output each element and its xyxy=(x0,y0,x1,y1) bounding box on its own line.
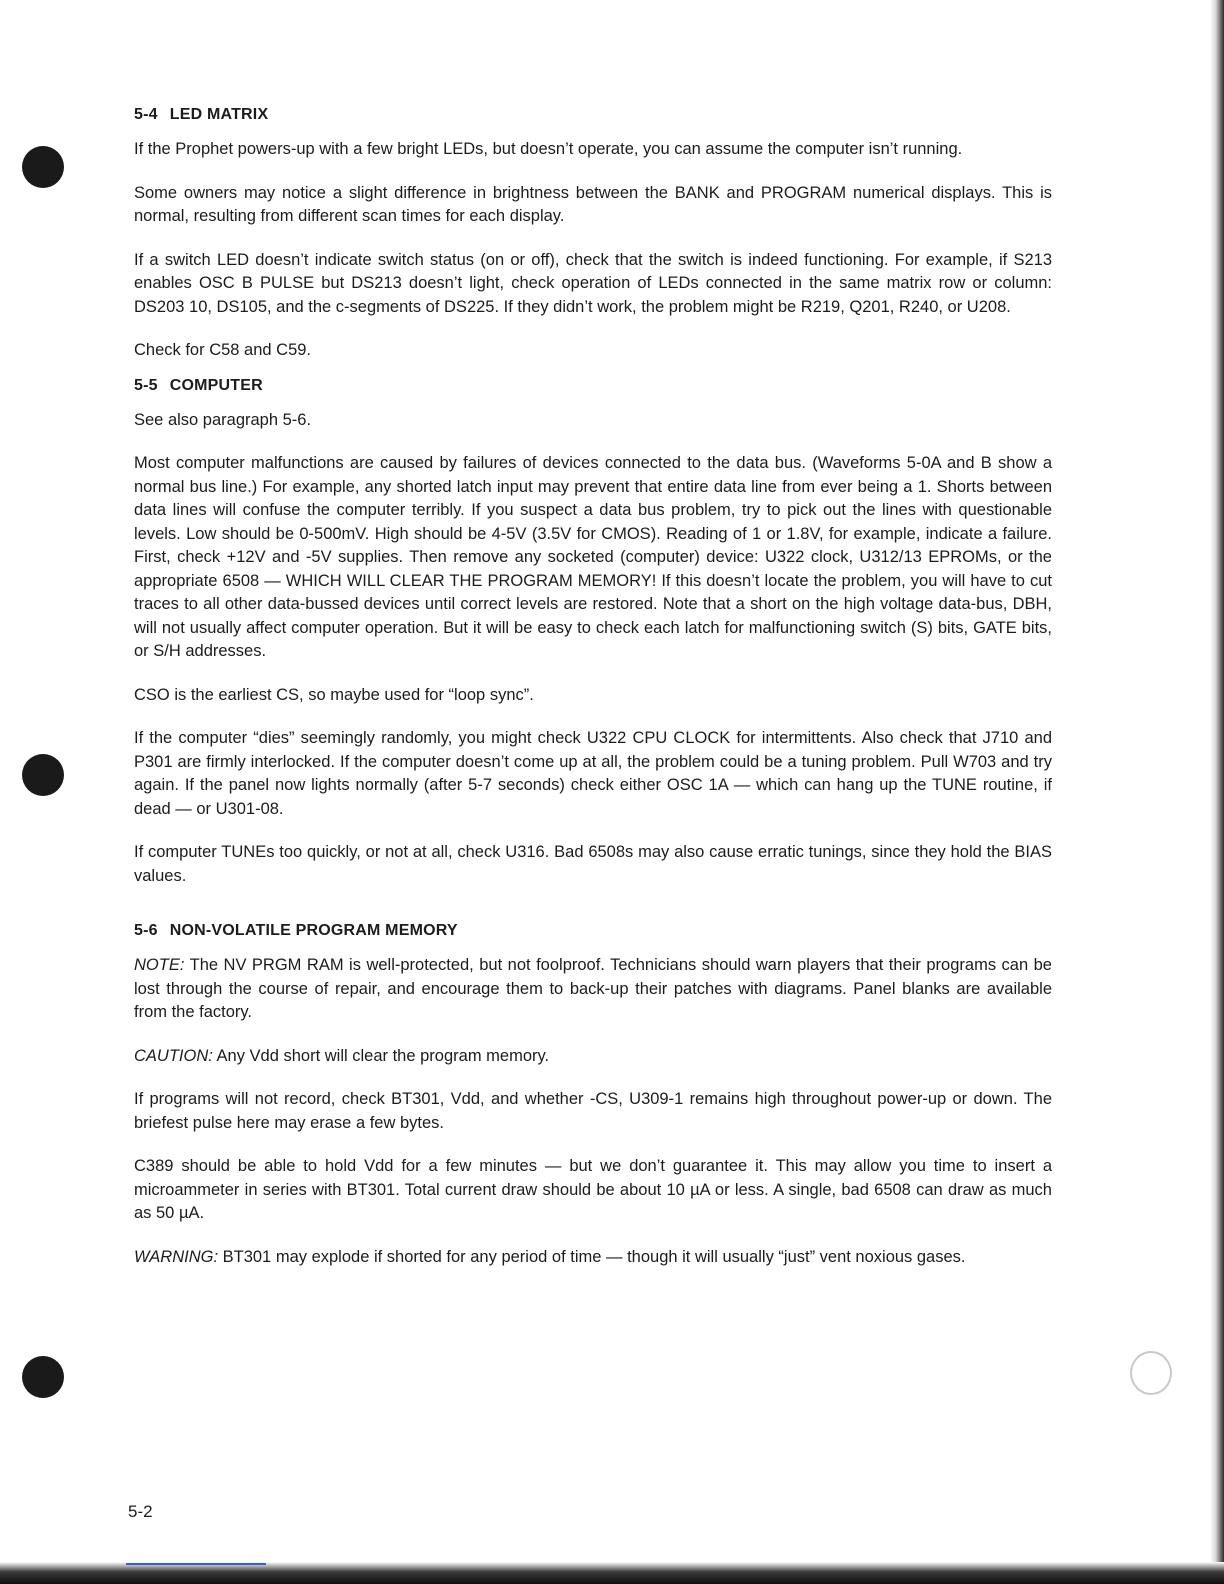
page-edge-shadow xyxy=(1210,0,1224,1584)
paragraph: Check for C58 and C59. xyxy=(134,341,312,359)
warning-paragraph xyxy=(134,1246,1052,1270)
page-number: 5-2 xyxy=(128,1502,153,1521)
scan-bottom-mark xyxy=(126,1563,266,1565)
paragraph: If the Prophet powers-up with a few bright LEDs, but doesn’t operate, you can assume the computer isn’t running. xyxy=(134,140,963,158)
section-heading-computer xyxy=(134,377,1052,395)
warning-label: WARNING: xyxy=(134,1247,219,1266)
paragraph: If a switch LED doesn’t indicate switch status (on or off), check that the switch is indeed functioning. For example, if S213 enables OSC B PULSE but DS213 doesn’t light, check operation of LEDs connected in the same matrix row or column: DS203 10, DS105, and the c-segments of DS225. If they didn’t work, the problem might be R219, Q201, R240, or U208. xyxy=(134,250,1052,316)
section-heading-led-matrix xyxy=(134,106,1052,124)
punch-hole-top xyxy=(22,146,64,188)
document-body xyxy=(134,96,1052,1289)
punch-hole-middle xyxy=(22,754,64,796)
paragraph: If the computer “dies” seemingly randomly, you might check U322 CPU CLOCK for intermittents. Also check that J710 and P301 are firmly interlocked. If the computer doesn’t come up at all, the problem could be a tuning problem. Pull W703 and try again. If the panel now lights normally (after 5-7 seconds) check either OSC 1A — which can hang up the TUNE routine, if dead — or U301-08. xyxy=(134,729,1052,818)
binding-ring-mark xyxy=(1130,1351,1172,1395)
paragraph: CSO is the earliest CS, so maybe used for “loop sync”. xyxy=(134,685,534,704)
note-label: NOTE: xyxy=(134,956,185,974)
caution-label: CAUTION: xyxy=(134,1046,213,1065)
caution-paragraph xyxy=(134,1045,1052,1069)
section-title: LED MATRIX xyxy=(169,106,269,123)
section-number: 5-6 xyxy=(134,922,158,939)
section-heading-nv-memory xyxy=(134,922,1052,940)
paragraph: Most computer malfunctions are caused by failures of devices connected to the data bus. (Waveforms 5-0A and B show a normal bus line.) For example, any shorted latch input may prevent that entire data line from ever being a 1. Shorts between data lines will confuse the computer terribly. If you suspect a data bus problem, try to pick out the lines with questionable levels. Low should be 0-500mV. High should be 4-5V (3.5V for CMOS). Reading of 1 or 1.8V, for example, indicate a failure. First, check +12V and -5V supplies. Then remove any socketed (computer) device: U322 clock, U312/13 EPROMs, or the appropriate 6508 — WHICH WILL CLEAR THE PROGRAM MEMORY! If this doesn’t locate the problem, you will have to cut traces to all other data-bussed devices until correct levels are restored. Note that a short on the high voltage data-bus, DBH, will not usually affect computer operation. But it will be easy to check each latch for malfunctioning switch (S) bits, GATE bits, or S/H addresses. xyxy=(134,454,1052,660)
paragraph: C389 should be able to hold Vdd for a few minutes — but we don’t guarantee it. This may allow you time to insert a microammeter in series with BT301. Total current draw should be about 10 µA or less. A single, bad 6508 can draw as much as 50 µA. xyxy=(134,1157,1052,1222)
paragraph: If computer TUNEs too quickly, or not at all, check U316. Bad 6508s may also cause erratic tunings, since they hold the BIAS values. xyxy=(134,843,1052,885)
section-number: 5-5 xyxy=(134,376,158,394)
paragraph: See also paragraph 5-6. xyxy=(134,410,312,429)
note-paragraph xyxy=(134,954,1052,1025)
paragraph: Some owners may notice a slight difference in brightness between the BANK and PROGRAM numerical displays. This is normal, resulting from different scan times for each display. xyxy=(134,183,1052,225)
scan-bottom-edge xyxy=(0,1562,1224,1584)
punch-hole-bottom xyxy=(22,1356,64,1398)
warning-text: BT301 may explode if shorted for any period of time — though it will usually “just” vent noxious gases. xyxy=(222,1247,966,1266)
paragraph: If programs will not record, check BT301, Vdd, and whether -CS, U309-1 remains high throughout power-up or down. The briefest pulse here may erase a few bytes. xyxy=(134,1090,1052,1132)
section-title: COMPUTER xyxy=(169,376,263,394)
note-text: The NV PRGM RAM is well-protected, but not foolproof. Technicians should warn players that their programs can be lost through the course of repair, and encourage them to back-up their patches with diagrams. Panel blanks are available from the factory. xyxy=(134,956,1052,1021)
section-title: NON-VOLATILE PROGRAM MEMORY xyxy=(169,922,458,939)
caution-text: Any Vdd short will clear the program memory. xyxy=(216,1046,550,1065)
section-number: 5-4 xyxy=(134,106,158,123)
